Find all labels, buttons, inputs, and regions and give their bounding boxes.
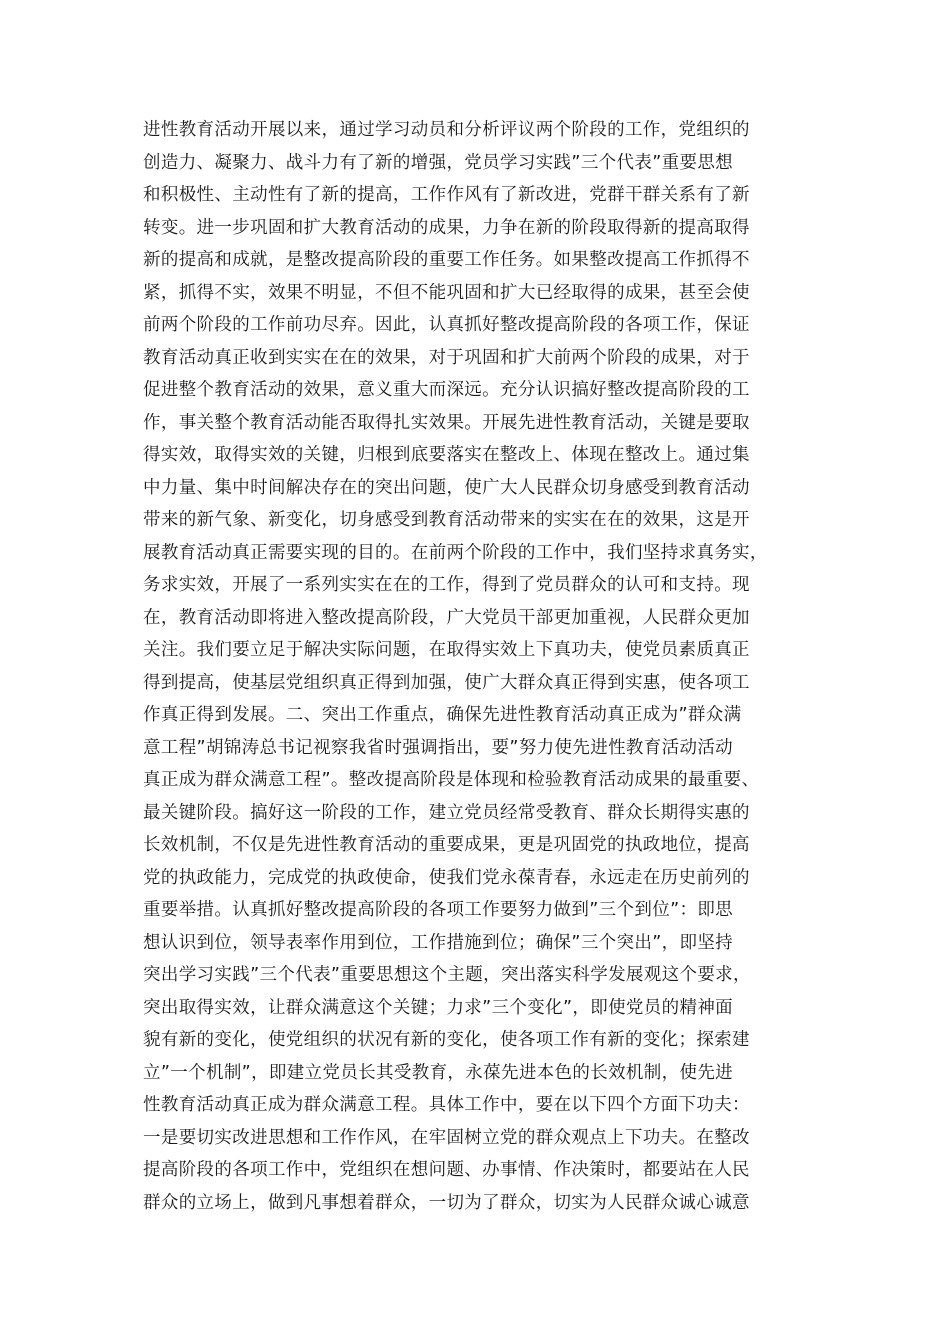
text-line: 性教育活动真正成为群众满意工程。具体工作中，要在以下四个方面下功夫： bbox=[143, 1095, 750, 1115]
text-line: 创造力、凝聚力、战斗力有了新的增强，党员学习实践”三个代表”重要思想 bbox=[143, 152, 734, 173]
text-line: 真正成为群众满意工程”。整改提高阶段是体现和检验教育活动成果的最重要、 bbox=[143, 770, 760, 790]
text-line: 长效机制，不仅是先进性教育活动的重要成果，更是巩固党的执政地位，提高 bbox=[143, 835, 750, 855]
text-line: 貌有新的变化，使党组织的状况有新的变化，使各项工作有新的变化；探索建 bbox=[143, 1030, 750, 1050]
text-line: 得实效，取得实效的关键，归根到底要落实在整改上、体现在整改上。通过集 bbox=[143, 445, 750, 465]
text-line: 立”一个机制”，即建立党员长其受教育，永葆先进本色的长效机制，使先进 bbox=[143, 1062, 734, 1083]
text-line: 在，教育活动即将进入整改提高阶段，广大党员干部更加重视，人民群众更加 bbox=[143, 607, 750, 628]
text-line: 重要举措。认真抓好整改提高阶段的各项工作要努力做到”三个到位”：即思 bbox=[143, 900, 734, 920]
text-line: 进性教育活动开展以来，通过学习动员和分析评议两个阶段的工作，党组织的 bbox=[143, 120, 750, 140]
text-line: 党的执政能力，完成党的执政使命，使我们党永葆青春，永远走在历史前列的 bbox=[143, 867, 750, 888]
text-line: 作真正得到发展。二、突出工作重点，确保先进性教育活动真正成为”群众满 bbox=[143, 705, 742, 725]
text-line: 关注。我们要立足于解决实际问题，在取得实效上下真功夫，使党员素质真正 bbox=[143, 640, 750, 660]
text-line: 提高阶段的各项工作中，党组织在想问题、办事情、作决策时，都要站在人民 bbox=[143, 1160, 750, 1180]
text-line: 转变。进一步巩固和扩大教育活动的成果，力争在新的阶段取得新的提高取得 bbox=[143, 217, 750, 238]
text-line: 想认识到位，领导表率作用到位，工作措施到位；确保”三个突出”，即坚持 bbox=[143, 932, 734, 953]
text-line: 突出学习实践”三个代表”重要思想这个主题，突出落实科学发展观这个要求， bbox=[143, 965, 751, 985]
text-line: 中力量、集中时间解决存在的突出问题，使广大人民群众切身感受到教育活动 bbox=[143, 477, 750, 498]
text-line: 紧，抓得不实，效果不明显，不但不能巩固和扩大已经取得的成果，甚至会使 bbox=[143, 282, 750, 303]
text-line: 前两个阶段的工作前功尽弃。因此，认真抓好整改提高阶段的各项工作，保证 bbox=[143, 315, 750, 335]
text-line: 教育活动真正收到实实在在的效果，对于巩固和扩大前两个阶段的成果，对于 bbox=[143, 347, 750, 368]
text-line: 新的提高和成就，是整改提高阶段的重要工作任务。如果整改提高工作抓得不 bbox=[143, 250, 750, 270]
text-line: 务求实效，开展了一系列实实在在的工作，得到了党员群众的认可和支持。现 bbox=[143, 575, 750, 595]
text-line: 带来的新气象、新变化，切身感受到教育活动带来的实实在在的效果，这是开 bbox=[143, 510, 750, 530]
text-line: 最关键阶段。搞好这一阶段的工作，建立党员经常受教育、群众长期得实惠的 bbox=[143, 802, 750, 823]
text-line: 作，事关整个教育活动能否取得扎实效果。开展先进性教育活动，关键是要取 bbox=[143, 412, 750, 433]
text-line: 和积极性、主动性有了新的提高，工作作风有了新改进，党群干群关系有了新 bbox=[143, 185, 750, 205]
text-line: 意工程”胡锦涛总书记视察我省时强调指出，要”努力使先进性教育活动活动 bbox=[143, 737, 734, 758]
text-line: 促进整个教育活动的效果，意义重大而深远。充分认识搞好整改提高阶段的工 bbox=[143, 380, 750, 400]
text-line: 得到提高，使基层党组织真正得到加强，使广大群众真正得到实惠，使各项工 bbox=[143, 672, 750, 693]
text-line: 突出取得实效，让群众满意这个关键；力求”三个变化”，即使党员的精神面 bbox=[143, 997, 734, 1018]
text-line: 群众的立场上，做到凡事想着群众，一切为了群众，切实为人民群众诚心诚意 bbox=[143, 1192, 750, 1213]
body-text bbox=[143, 114, 811, 1219]
text-line: 展教育活动真正需要实现的目的。在前两个阶段的工作中，我们坚持求真务实， bbox=[143, 542, 768, 563]
text-line: 一是要切实改进思想和工作作风，在牢固树立党的群众观点上下功夫。在整改 bbox=[143, 1127, 750, 1148]
